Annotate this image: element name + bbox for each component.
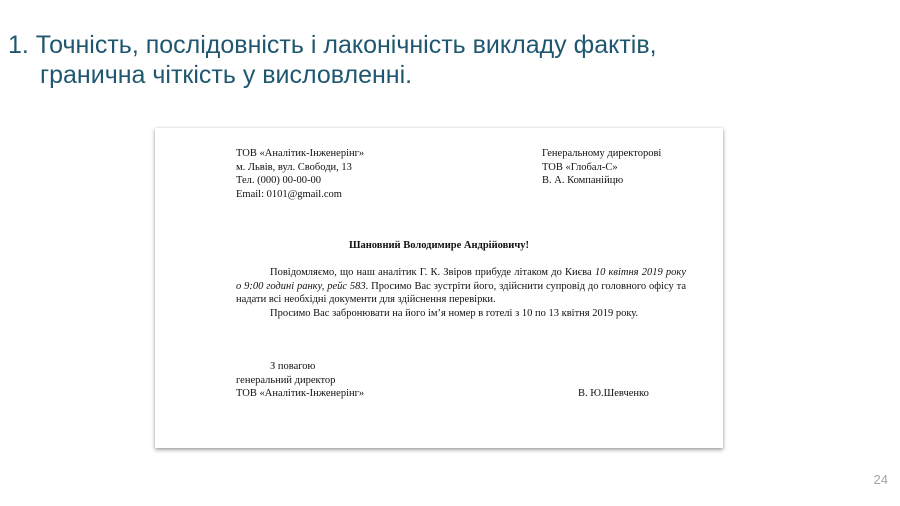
sender-phone: Тел. (000) 00-00-00 (236, 175, 322, 186)
recipient-position: Генеральному директорові (542, 148, 662, 159)
signer-name: В. Ю.Шевченко (578, 388, 649, 399)
sender-company: ТОВ «Аналітик-Інженерінг» (236, 148, 365, 159)
slide-title-line-1: 1. Точність, послідовність і лаконічність викладу фактів, (8, 31, 657, 59)
letter-paragraph-2: Просимо Вас забронювати на його ім’я номер в готелі з 10 по 13 квітня 2019 року. (270, 307, 639, 319)
sender-email: Email: 0101@gmail.com (236, 188, 342, 200)
letter-paragraph-1 (236, 266, 686, 307)
letter-document (155, 128, 723, 448)
letter-body (236, 266, 686, 320)
recipient-company: ТОВ «Глобал-С» (542, 161, 618, 173)
paragraph-1-text-start: Повідомляємо, що наш аналітик Г. К. Звіров прибуде літаком до Києва (270, 267, 595, 278)
closing-regards: З повагою (270, 361, 316, 372)
recipient-block (542, 147, 661, 188)
slide-title-line-2: гранична чіткість у висловленні. (40, 61, 413, 89)
letter-greeting: Шановний Володимире Андрійовичу! (348, 240, 530, 251)
page-number: 24 (873, 472, 888, 487)
sender-address: м. Львів, вул. Свободи, 13 (236, 161, 352, 173)
closing-company: ТОВ «Аналітик-Інженерінг» (236, 388, 365, 399)
slide-title (8, 30, 888, 90)
arrival-details: 10 квітня 2019 року о 9:00 годині ранку, рейс 583 (236, 267, 686, 292)
sender-block (236, 147, 364, 201)
closing-block (236, 360, 364, 401)
recipient-name: В. А. Компанійцю (542, 175, 624, 186)
closing-position: генеральний директор (236, 374, 336, 386)
paragraph-1-text-end: . Просимо Вас зустріти його, здійснити супровід до головного офісу та надати всі необхідні документи для здійснення перевірки. (236, 280, 686, 305)
